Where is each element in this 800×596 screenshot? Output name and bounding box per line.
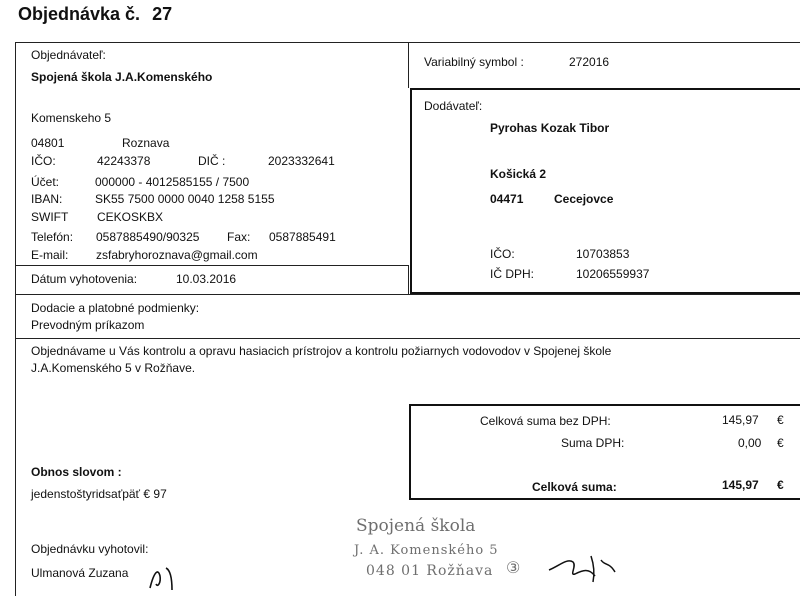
terms-value: Prevodným príkazom [31, 318, 145, 332]
vat-label: Suma DPH: [561, 436, 625, 450]
supplier-zip: 04471 [490, 192, 524, 206]
date-label: Dátum vyhotovenia: [31, 272, 138, 286]
words-label: Obnos slovom : [31, 465, 122, 479]
date-top-line [15, 265, 409, 266]
supplier-box-left [410, 88, 412, 294]
order-text-line1: Objednávame u Vás kontrolu a opravu hasiacich prístrojov a kontrolu požiarnych vodovodov v Spojenej škole [31, 344, 612, 358]
net-total-label: Celková suma bez DPH: [480, 414, 611, 428]
words-value: jedenstoštyridsaťpäť € 97 [31, 487, 167, 501]
buyer-account: 000000 - 4012585155 / 7500 [95, 175, 250, 189]
supplier-heading: Dodávateľ: [424, 99, 483, 113]
buyer-street: Komenskeho 5 [31, 111, 112, 125]
frame-left-line [15, 42, 16, 596]
grand-total-currency: € [777, 478, 784, 492]
supplier-city: Cecejovce [554, 192, 614, 206]
buyer-email-label: E-mail: [31, 248, 69, 262]
issuer-label: Objednávku vyhotovil: [31, 542, 149, 556]
supplier-icdph-label: IČ DPH: [490, 267, 535, 281]
stamp-mark: ③ [506, 558, 521, 577]
order-text-top-line [15, 338, 800, 339]
buyer-phone-label: Telefón: [31, 230, 74, 244]
page-title [18, 4, 172, 25]
terms-top-line [15, 294, 800, 295]
terms-heading: Dodacie a platobné podmienky: [31, 301, 200, 315]
grand-total-label: Celková suma: [532, 480, 617, 494]
totals-box-left [409, 404, 411, 500]
buyer-zip: 04801 [31, 136, 65, 150]
variable-symbol-label: Variabilný symbol : [424, 55, 524, 69]
date-value: 10.03.2016 [176, 272, 237, 286]
supplier-box-top [410, 88, 800, 90]
buyer-swift-label: SWIFT [31, 210, 69, 224]
buyer-phone: 0587885490/90325 [96, 230, 200, 244]
order-number: 27 [152, 4, 173, 24]
grand-total-value: 145,97 [722, 478, 759, 492]
buyer-fax-label: Fax: [227, 230, 251, 244]
stamp-line1: Spojená škola [356, 516, 476, 536]
order-text-line2: J.A.Komenského 5 v Rožňave. [31, 361, 196, 375]
buyer-swift: CEKOSKBX [97, 210, 164, 224]
stamp-line3: 048 01 Rožňava [366, 563, 494, 579]
buyer-iban: SK55 7500 0000 0040 1258 5155 [95, 192, 275, 206]
stamp-line2: J. A. Komenského 5 [354, 543, 499, 558]
buyer-dic: 2023332641 [268, 154, 335, 168]
title-label: Objednávka č. [18, 4, 141, 24]
supplier-box-bottom [410, 292, 800, 294]
buyer-fax: 0587885491 [269, 230, 336, 244]
variable-symbol-value: 272016 [569, 55, 610, 69]
buyer-name: Spojená škola J.A.Komenského [31, 70, 213, 84]
frame-middle-line [408, 42, 409, 88]
buyer-ico: 42243378 [97, 154, 151, 168]
totals-box-bottom [409, 498, 800, 500]
supplier-icdph: 10206559937 [576, 267, 650, 281]
net-total-value: 145,97 [722, 413, 759, 427]
supplier-ico: 10703853 [576, 247, 630, 261]
buyer-city: Roznava [122, 136, 170, 150]
vat-value: 0,00 [738, 436, 762, 450]
buyer-email: zsfabryhoroznava@gmail.com [96, 248, 258, 262]
vat-currency: € [777, 436, 784, 450]
supplier-ico-label: IČO: [490, 247, 515, 261]
supplier-street: Košická 2 [490, 167, 547, 181]
supplier-name: Pyrohas Kozak Tibor [490, 121, 610, 135]
buyer-ico-label: IČO: [31, 154, 56, 168]
net-total-currency: € [777, 413, 784, 427]
issuer-signature-icon [146, 562, 180, 592]
issuer-name: Ulmanová Zuzana [31, 566, 129, 580]
totals-box-top [409, 404, 800, 406]
buyer-account-label: Účet: [31, 175, 60, 189]
director-signature-icon [545, 548, 625, 588]
buyer-dic-label: DIČ : [198, 154, 226, 168]
buyer-iban-label: IBAN: [31, 192, 63, 206]
date-right-line [408, 265, 409, 295]
buyer-heading: Objednávateľ: [31, 48, 106, 62]
